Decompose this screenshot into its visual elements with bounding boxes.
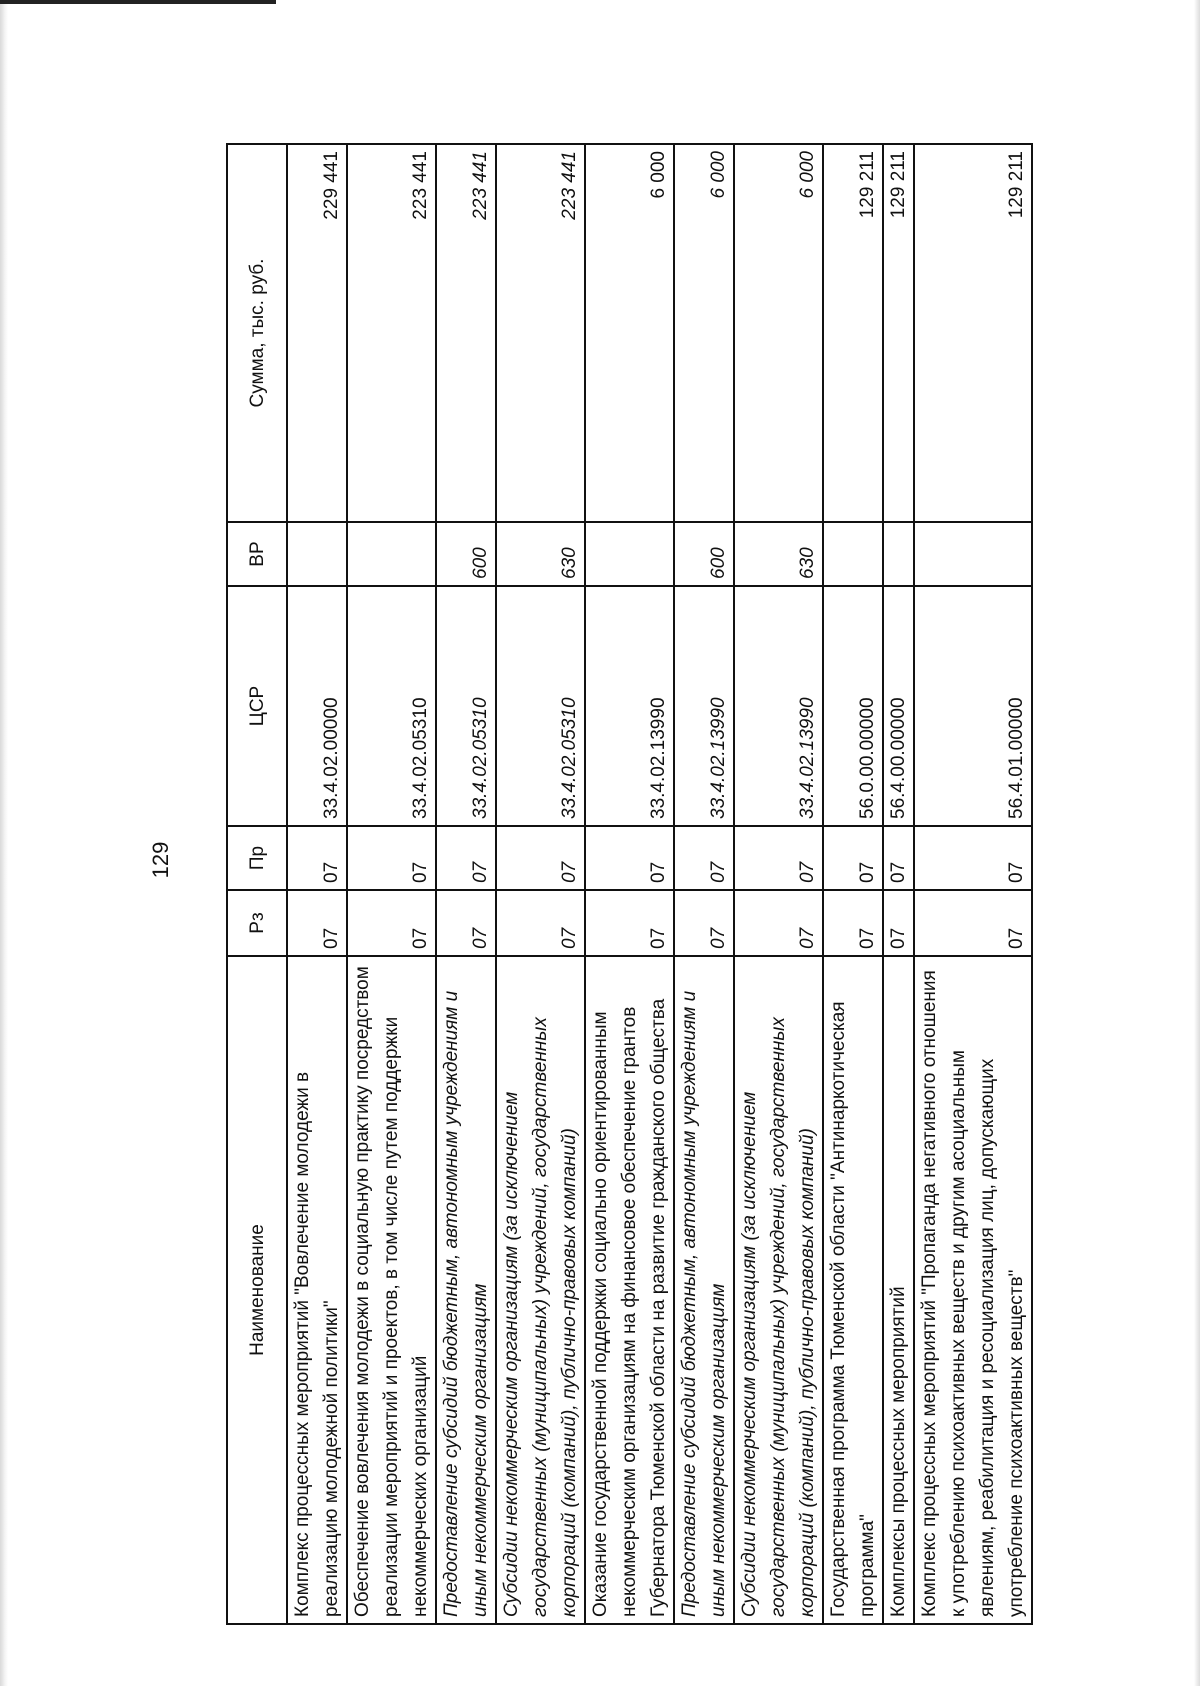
column-header-pr: Пр	[227, 826, 287, 890]
row-csr: 56.4.01.00000	[914, 586, 1032, 826]
row-name: Предоставление субсидий бюджетным, автономным учреждениям и иным некоммерческим организациям	[674, 956, 734, 1624]
row-sum: 129 211	[883, 144, 914, 522]
row-csr: 33.4.02.05310	[347, 586, 436, 826]
scan-top-mark	[0, 0, 276, 4]
row-name: Оказание государственной поддержки социально ориентированным некоммерческим организациям на финансовое обеспечение грантов Губернатора Тюменской области на развитие гражданского общества	[585, 956, 674, 1624]
row-sum: 229 441	[287, 144, 347, 522]
row-pr: 07	[496, 826, 585, 890]
row-csr: 33.4.02.05310	[436, 586, 496, 826]
row-csr: 33.4.02.13990	[585, 586, 674, 826]
row-csr: 56.0.00.00000	[823, 586, 883, 826]
table-body	[287, 144, 1032, 1624]
scan-right-edge	[1194, 0, 1200, 1686]
row-name: Комплекс процессных мероприятий "Вовлечение молодежи в реализацию молодежной политики"	[287, 956, 347, 1624]
row-name: Комплексы процессных мероприятий	[883, 956, 914, 1624]
row-vr	[287, 522, 347, 586]
row-pr: 07	[734, 826, 823, 890]
row-pr: 07	[674, 826, 734, 890]
row-sum: 6 000	[674, 144, 734, 522]
row-rz: 07	[496, 890, 585, 956]
row-csr: 56.4.00.00000	[883, 586, 914, 826]
row-csr: 33.4.02.13990	[674, 586, 734, 826]
row-vr	[883, 522, 914, 586]
row-pr: 07	[347, 826, 436, 890]
table-header-row	[227, 144, 287, 1624]
row-name: Комплекс процессных мероприятий "Пропаганда негативного отношения к употреблению психоактивных веществ и другим асоциальным явлениям, реабилитация и ресоциализация лиц, допускающих употребление психоактивных веществ"	[914, 956, 1032, 1624]
row-sum: 6 000	[734, 144, 823, 522]
row-csr: 33.4.02.13990	[734, 586, 823, 826]
row-vr	[347, 522, 436, 586]
row-vr: 600	[436, 522, 496, 586]
budget-table	[226, 143, 1033, 1625]
table-row	[914, 144, 1032, 1624]
table-row	[674, 144, 734, 1624]
row-pr: 07	[585, 826, 674, 890]
row-vr	[585, 522, 674, 586]
column-header-sum: Сумма, тыс. руб.	[227, 144, 287, 522]
table-row	[823, 144, 883, 1624]
row-rz: 07	[585, 890, 674, 956]
row-sum: 129 211	[914, 144, 1032, 522]
table-row	[734, 144, 823, 1624]
row-csr: 33.4.02.00000	[287, 586, 347, 826]
row-pr: 07	[823, 826, 883, 890]
row-sum: 129 211	[823, 144, 883, 522]
column-header-name: Наименование	[227, 956, 287, 1624]
row-rz: 07	[436, 890, 496, 956]
row-name: Субсидии некоммерческим организациям (за исключением государственных (муниципальных) учреждений, государственных корпораций (компаний), публично-правовых компаний)	[734, 956, 823, 1624]
scan-left-edge	[0, 0, 8, 1686]
row-vr: 600	[674, 522, 734, 586]
row-rz: 07	[674, 890, 734, 956]
rotated-page	[130, 95, 1027, 1625]
row-sum: 223 441	[436, 144, 496, 522]
row-sum: 6 000	[585, 144, 674, 522]
row-pr: 07	[914, 826, 1032, 890]
row-vr: 630	[496, 522, 585, 586]
table-row	[347, 144, 436, 1624]
row-name: Субсидии некоммерческим организациям (за исключением государственных (муниципальных) учреждений, государственных корпораций (компаний), публично-правовых компаний)	[496, 956, 585, 1624]
column-header-vr: ВР	[227, 522, 287, 586]
row-vr	[823, 522, 883, 586]
row-rz: 07	[914, 890, 1032, 956]
table-row	[496, 144, 585, 1624]
row-rz: 07	[883, 890, 914, 956]
row-rz: 07	[287, 890, 347, 956]
row-pr: 07	[883, 826, 914, 890]
row-name: Обеспечение вовлечения молодежи в социальную практику посредством реализации мероприятий и проектов, в том числе путем поддержки некоммерческих организаций	[347, 956, 436, 1624]
row-rz: 07	[823, 890, 883, 956]
row-name: Предоставление субсидий бюджетным, автономным учреждениям и иным некоммерческим организациям	[436, 956, 496, 1624]
table-row	[883, 144, 914, 1624]
row-pr: 07	[436, 826, 496, 890]
table-row	[287, 144, 347, 1624]
row-sum: 223 441	[496, 144, 585, 522]
row-vr	[914, 522, 1032, 586]
row-pr: 07	[287, 826, 347, 890]
row-name: Государственная программа Тюменской области "Антинаркотическая программа"	[823, 956, 883, 1624]
page-number: 129	[148, 841, 173, 879]
column-header-csr: ЦСР	[227, 586, 287, 826]
row-csr: 33.4.02.05310	[496, 586, 585, 826]
row-sum: 223 441	[347, 144, 436, 522]
row-rz: 07	[734, 890, 823, 956]
row-rz: 07	[347, 890, 436, 956]
row-vr: 630	[734, 522, 823, 586]
table-row	[585, 144, 674, 1624]
column-header-rz: Рз	[227, 890, 287, 956]
table-row	[436, 144, 496, 1624]
